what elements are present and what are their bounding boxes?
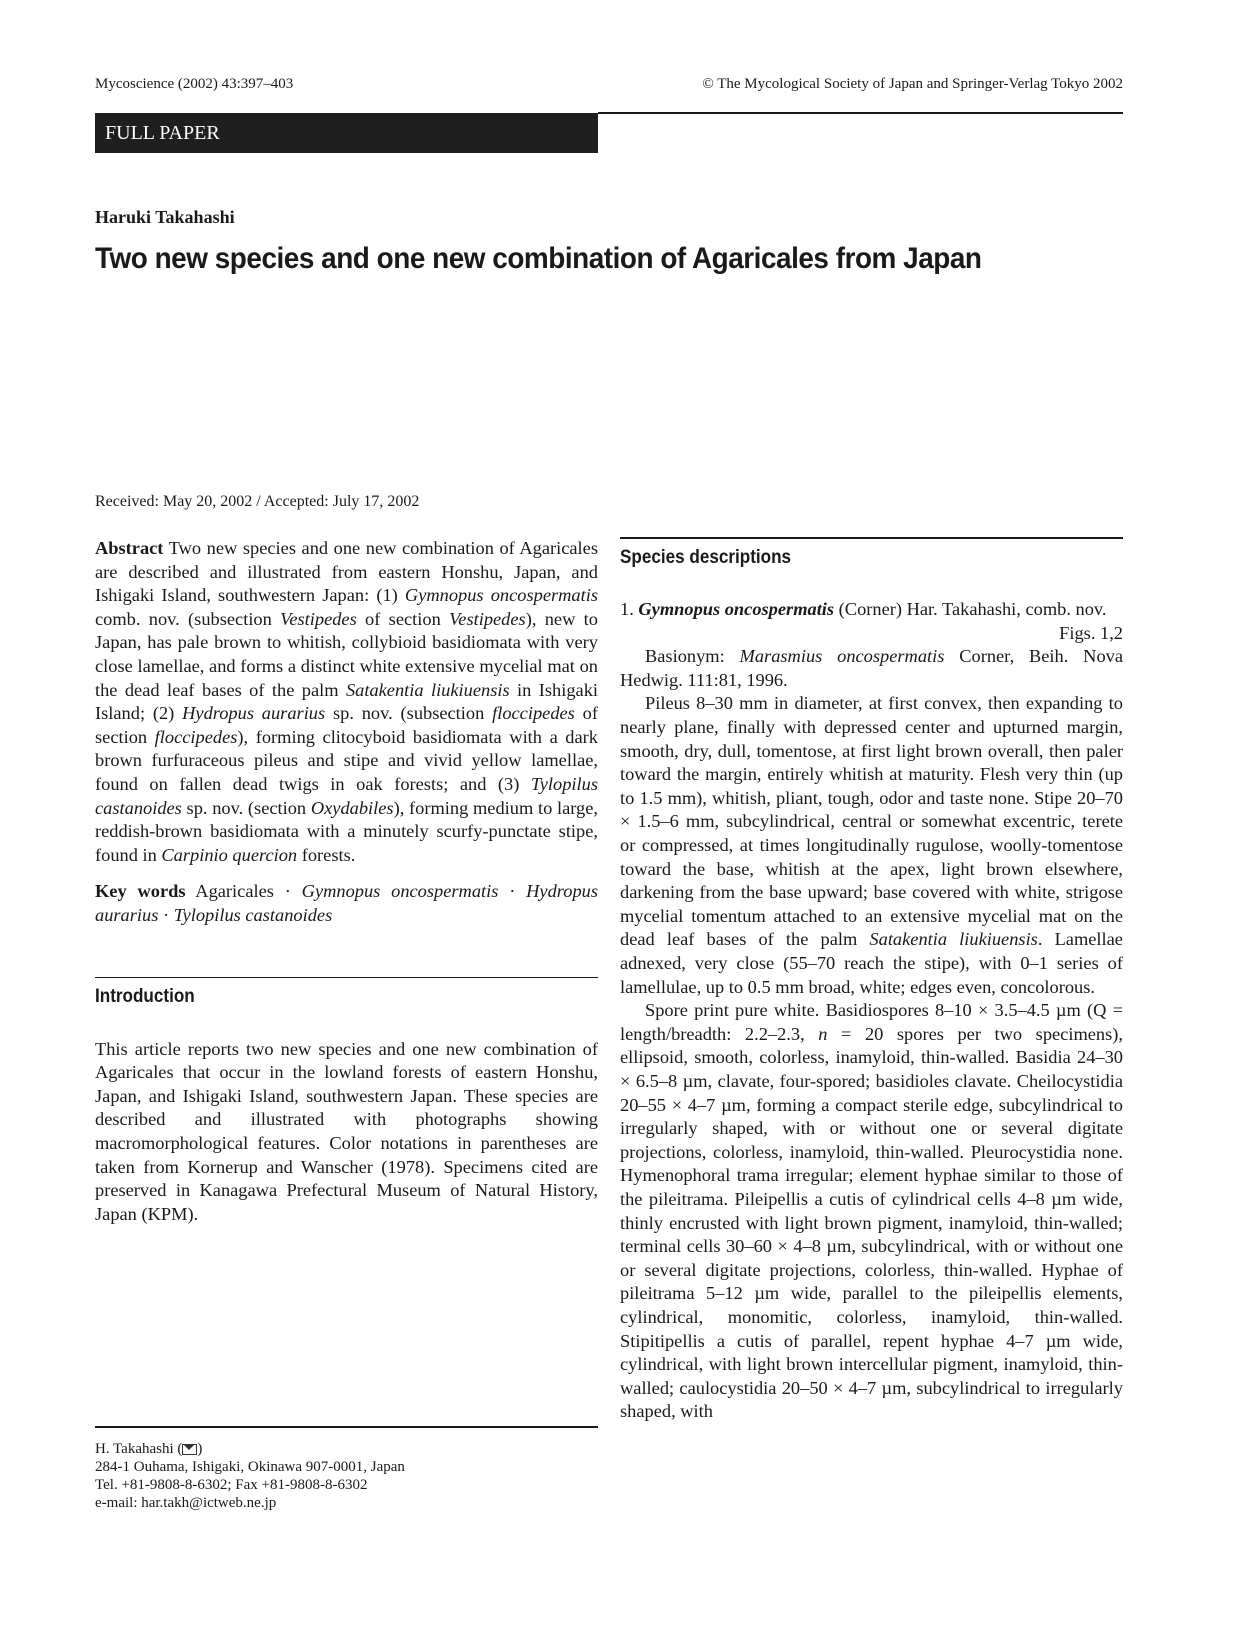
correspondence-name: H. Takahashi ( ): [95, 1440, 203, 1457]
species-name: Gymnopus oncospermatis: [638, 599, 835, 620]
footer-rule: [95, 1426, 598, 1428]
figure-reference: Figs. 1,2: [1059, 622, 1123, 643]
correspondence-address: 284-1 Ouhama, Ishigaki, Okinawa 907-0001, Japan: [95, 1458, 405, 1475]
introduction-paragraph: This article reports two new species and one new combination of Agaricales that occur in the lowland forests of eastern Honshu, Japan, and Ishigaki Island, southwestern Japan. These species are described and illustrated with photographs showing macromorphological features. Color notations in parentheses are taken from Kornerup and Wanscher (1978). Specimens cited are preserved in Kanagawa Prefectural Museum of Natural History, Japan (KPM).: [95, 1038, 598, 1224]
species-heading: Species descriptions: [620, 546, 792, 568]
correspondence-email: e-mail: har.takh@ictweb.ne.jp: [95, 1494, 277, 1511]
header-rule: [598, 112, 1123, 114]
introduction-heading: Introduction: [95, 986, 195, 1007]
abstract-paragraph: Abstract Two new species and one new combination of Agaricales are described and illustrated from eastern Honshu, Japan, and Ishigaki Island, southwestern Japan: (1) Gymnopus oncospermatis comb. nov. (subsection Vestipedes of section Vestipedes), new to Japan, has pale brown to whitish, collybioid basidiomata with very close lamellae, and forms a distinct white extensive mycelial mat on the dead leaf bases of the palm Satakentia liukiuensis in Ishigaki Island; (2) Hydropus aurarius sp. nov. (subsection floccipedes of section floccipedes), forming clitocyboid basidiomata with a dark brown furfuraceous pileus and stipe and vivid yellow lamellae, found on fallen dead twigs in oak forests; and (3) Tylopilus castanoides sp. nov. (section Oxydabiles), forming medium to large, reddish-brown basidiomata with a minutely scurfy-punctate stipe, found in Carpinio quercion forests.: [95, 538, 598, 865]
species-rule: [620, 537, 1123, 539]
received-dates: Received: May 20, 2002 / Accepted: July 17, 2002: [95, 493, 420, 510]
right-column: [620, 537, 1123, 1424]
correspondence-phone: Tel. +81-9808-8-6302; Fax +81-9808-8-6302: [95, 1476, 368, 1493]
left-column: [95, 537, 598, 1226]
paper-type-banner: FULL PAPER: [95, 113, 598, 153]
description-paragraph-1: Pileus 8–30 mm in diameter, at first convex, then expanding to nearly plane, finally with depressed center and upturned margin, smooth, dry, dull, tomentose, at first light brown overall, then paler toward the margin, entirely whitish at maturity. Flesh very thin (up to 1.5 mm), whitish, pliant, tough, odor and taste none. Stipe 20–70 × 1.5–6 mm, subcylindrical, central or somewhat excentric, terete or compressed, at times longitudinally rugulose, woolly-tomentose toward the base, whitish at the apex, light brown elsewhere, darkening from the base upward; base covered with white, strigose mycelial tomentum attached to an extensive mycelial mat on the dead leaf bases of the palm Satakentia liukiuensis. Lamellae adnexed, very close (55–70 reach the stipe), with 0–1 series of lamellulae, up to 0.5 mm broad, white; edges even, concolorous.: [620, 693, 1123, 997]
envelope-icon: [182, 1444, 197, 1455]
author-name: Haruki Takahashi: [95, 207, 235, 227]
species-entry-title: 1. Gymnopus oncospermatis (Corner) Har. Takahashi, comb. nov. Figs. 1,2: [620, 598, 1123, 622]
correspondence-footer: [95, 1426, 598, 1512]
description-paragraph-2: Spore print pure white. Basidiospores 8–10 × 3.5–4.5 µm (Q = length/breadth: 2.2–2.3, n = 20 spores per two specimens), ellipsoid, smooth, colorless, inamyloid, thin-walled. Basidia 24–30 × 6.5–8 µm, clavate, four-spored; basidioles clavate. Cheilocystidia 20–55 × 4–7 µm, forming a compact sterile edge, subcylindrical to irregularly shaped, with or without one or several digitate projections, colorless, inamyloid, thin-walled. Pleurocystidia none. Hymenophoral trama irregular; element hyphae similar to those of the pileitrama. Pileipellis a cutis of cylindrical cells 4–8 µm wide, thinly encrusted with light brown pigment, inamyloid, thin-walled; terminal cells 30–60 × 4–8 µm, subcylindrical, with or without one or several digitate projections, colorless, thin-walled. Hyphae of pileitrama 5–12 µm wide, parallel to the pileipellis elements, cylindrical, monomitic, colorless, inamyloid, thin-walled. Stipitipellis a cutis of parallel, repent hyphae 4–7 µm wide, cylindrical, with light brown intercellular pigment, inamyloid, thin-walled; caulocystidia 20–50 × 4–7 µm, subcylindrical to irregularly shaped, with: [620, 1000, 1123, 1422]
abstract-label: Abstract: [95, 538, 164, 558]
introduction-rule: [95, 977, 598, 979]
paper-title: Two new species and one new combination of Agaricales from Japan: [95, 242, 982, 275]
keywords-paragraph: Key words Agaricales · Gymnopus oncospermatis · Hydropus aurarius · Tylopilus castanoides: [95, 881, 598, 925]
basionym-paragraph: Basionym: Marasmius oncospermatis Corner, Beih. Nova Hedwig. 111:81, 1996.: [620, 646, 1123, 690]
journal-citation: Mycoscience (2002) 43:397–403: [95, 76, 294, 92]
copyright-notice: © The Mycological Society of Japan and Springer-Verlag Tokyo 2002: [702, 76, 1123, 92]
keywords-label: Key words: [95, 881, 186, 902]
